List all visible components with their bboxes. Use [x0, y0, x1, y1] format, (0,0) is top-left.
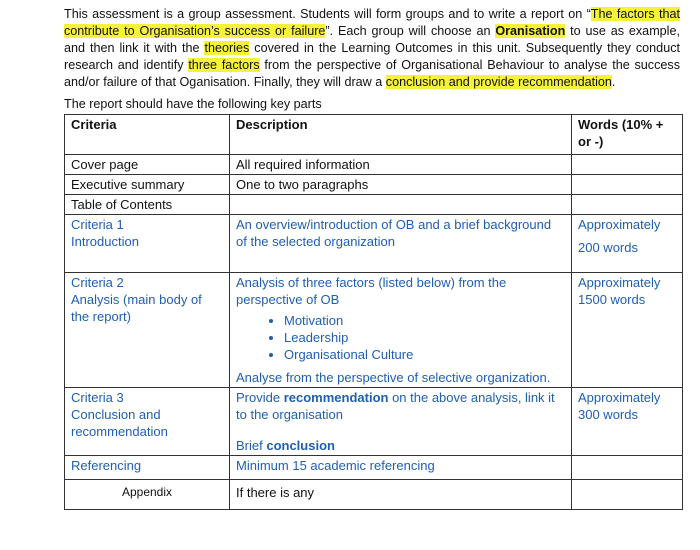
intro-text-2: ”. Each group will choose an	[325, 24, 496, 38]
cell-words: Approximately 300 words	[572, 388, 683, 456]
cell-criteria: Table of Contents	[65, 195, 230, 215]
analysis-note: Analyse from the perspective of selective organization.	[236, 370, 551, 385]
cell-description	[230, 388, 572, 456]
criteria-title: Analysis (main body of the report)	[71, 292, 202, 324]
list-item: • Leadership	[284, 329, 565, 346]
table-row	[65, 456, 683, 480]
list-item: • Motivation	[284, 312, 565, 329]
cell-criteria: Executive summary	[65, 175, 230, 195]
highlight-three-factors: three factors	[188, 58, 260, 72]
rec-post: on the above analysis, link it to the organisation	[236, 390, 555, 422]
cell-words	[572, 175, 683, 195]
cell-criteria	[65, 273, 230, 388]
intro-text-5: from the perspective of Organisational Behaviour to analyse the success and/or failure of that Oganisation. Finally, they will draw a	[64, 58, 680, 89]
highlight-theories: theories	[204, 41, 250, 55]
header-words: Words (10% + or -)	[572, 115, 683, 155]
rec-bold: recommendation	[283, 390, 389, 405]
cell-words: Approximately 1500 words	[572, 273, 683, 388]
concl-bold: conclusion	[266, 438, 335, 453]
rec-pre: Provide	[236, 390, 284, 405]
assessment-intro-paragraph	[64, 6, 680, 91]
criteria-title: Introduction	[71, 234, 139, 249]
concl-pre: Brief	[236, 438, 267, 453]
cell-words	[572, 215, 683, 273]
criteria-number: Criteria 2	[71, 275, 124, 290]
intro-text-6: .	[611, 75, 616, 89]
table-row	[65, 388, 683, 456]
cell-description: All required information	[230, 155, 572, 175]
cell-criteria: Cover page	[65, 155, 230, 175]
cell-criteria: Appendix	[65, 480, 230, 510]
table-row	[65, 155, 683, 175]
list-item: • Organisational Culture	[284, 346, 565, 363]
cell-criteria	[65, 388, 230, 456]
cell-description	[230, 273, 572, 388]
cell-description: If there is any	[230, 480, 572, 510]
table-row	[65, 480, 683, 510]
words-count: 200 words	[578, 240, 638, 255]
recommendation-text	[236, 389, 565, 423]
cell-words	[572, 195, 683, 215]
cell-description: Minimum 15 academic referencing	[230, 456, 572, 480]
intro-text-3: to use as example, and then link it with the	[64, 24, 680, 55]
table-row	[65, 273, 683, 388]
key-parts-line: The report should have the following key parts	[64, 97, 322, 111]
intro-text-4: covered in the Learning Outcomes in this unit. Subsequently they conduct research and identify	[64, 41, 680, 72]
cell-words	[572, 155, 683, 175]
criteria-title: Conclusion and recommendation	[71, 407, 168, 439]
table-header-row	[65, 115, 683, 155]
words-approx: Approximately	[578, 217, 661, 232]
analysis-description: Analysis of three factors (listed below) from the perspective of OB	[236, 275, 507, 307]
intro-text-1: This assessment is a group assessment. Students will form groups and to write a report on “	[64, 7, 591, 21]
report-parts-table	[64, 114, 683, 510]
factor-list	[236, 312, 565, 363]
cell-words	[572, 456, 683, 480]
criteria-number: Criteria 3	[71, 390, 124, 405]
cell-words	[572, 480, 683, 510]
table-row	[65, 175, 683, 195]
highlight-organisation: Oranisation	[495, 24, 566, 38]
header-criteria: Criteria	[65, 115, 230, 155]
table-row	[65, 215, 683, 273]
criteria-number: Criteria 1	[71, 217, 124, 232]
highlight-conclusion-recommendation: conclusion and provide recommendation	[385, 75, 612, 89]
header-description: Description	[230, 115, 572, 155]
highlight-report-topic: The factors that contribute to Organisation’s success or failure	[64, 7, 680, 38]
cell-description: An overview/introduction of OB and a brief background of the selected organization	[230, 215, 572, 273]
table-row	[65, 195, 683, 215]
cell-description	[230, 195, 572, 215]
cell-description: One to two paragraphs	[230, 175, 572, 195]
cell-criteria: Referencing	[65, 456, 230, 480]
conclusion-text	[236, 437, 565, 454]
cell-criteria	[65, 215, 230, 273]
